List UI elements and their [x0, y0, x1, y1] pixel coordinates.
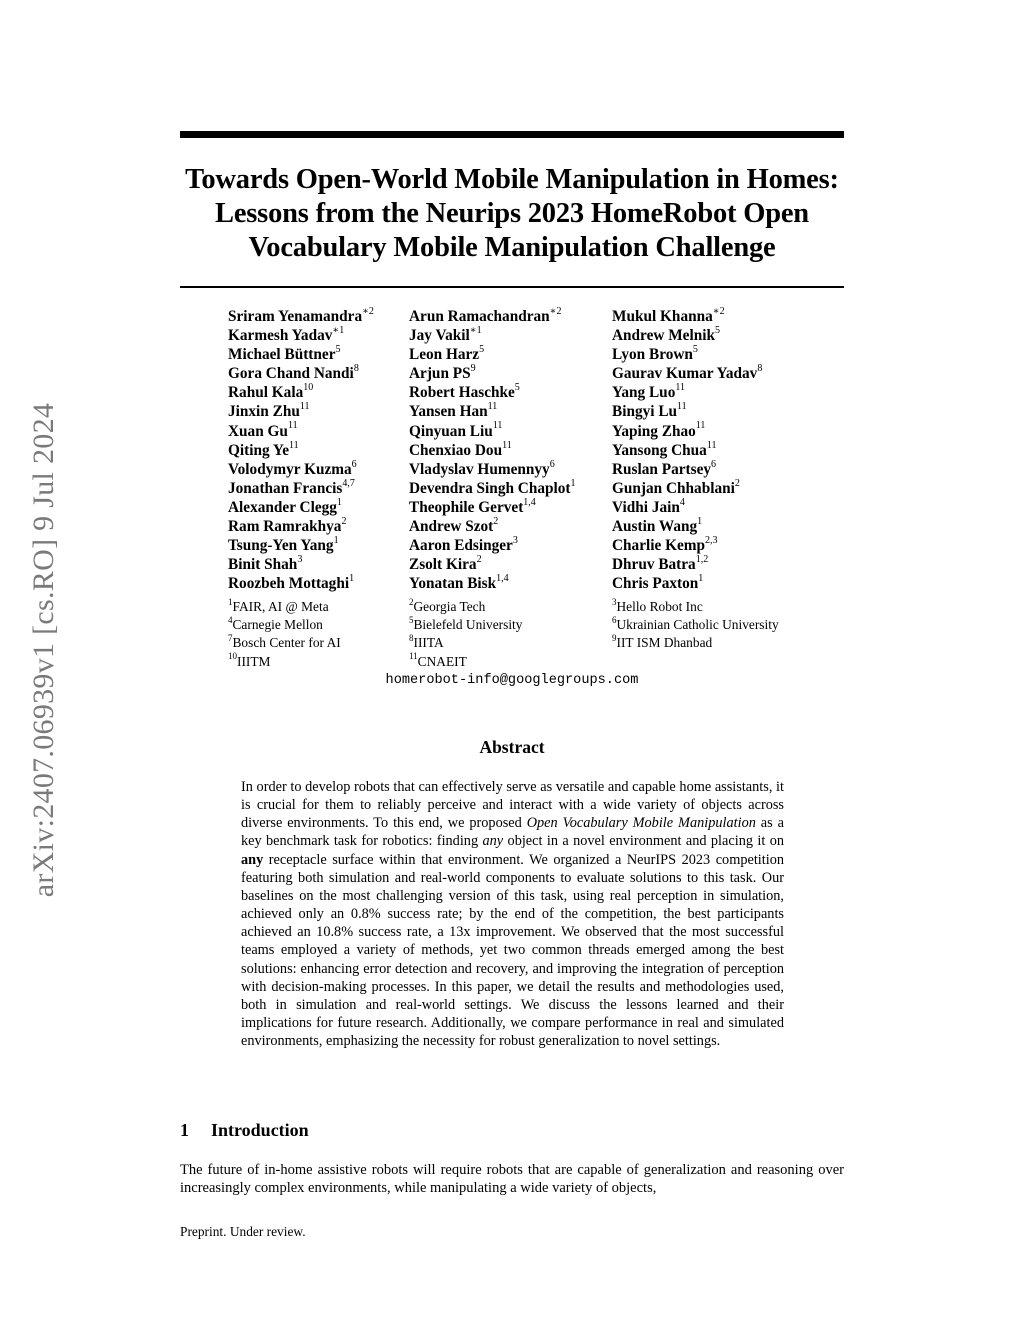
author-name: Chenxiao Dou [409, 441, 503, 459]
author-name: Jinxin Zhu [228, 403, 300, 421]
author-name: Aaron Edsinger [409, 537, 513, 555]
author-name: Qinyuan Liu [409, 422, 493, 440]
affiliation-entry [228, 634, 341, 652]
affiliation-number: 1 [228, 596, 233, 607]
affiliation-name: Bielefeld University [413, 617, 523, 633]
author-affiliation-marker: 2,3 [705, 535, 718, 547]
author-entry [612, 383, 762, 402]
author-affiliation-marker: ∗1 [469, 325, 482, 336]
author-name: Sriram Yenamandra [228, 308, 363, 325]
author-entry [409, 555, 576, 574]
author-name: Dhruv Batra [612, 556, 696, 574]
author-affiliation-marker: 9 [470, 363, 476, 375]
affiliation-entry [409, 616, 522, 634]
author-name: Mukul Khanna [612, 308, 713, 325]
author-affiliation-marker: 11 [677, 401, 687, 413]
author-name: Rahul Kala [228, 384, 304, 402]
author-name: Alexander Clegg [228, 498, 337, 516]
abstract-body [241, 778, 784, 1050]
abstract-heading: Abstract [479, 737, 545, 757]
section-heading-introduction [180, 1120, 309, 1141]
author-name: Yaping Zhao [612, 422, 696, 440]
author-entry [612, 498, 762, 517]
affiliation-number: 8 [409, 632, 414, 643]
author-name: Michael Büttner [228, 346, 336, 364]
paper-title [150, 163, 874, 265]
author-name: Vladyslav Humennyy [409, 460, 550, 478]
author-affiliation-marker: 1 [349, 573, 355, 585]
author-entry [228, 574, 374, 593]
title-line: Lessons from the Neurips 2023 HomeRobot Open [215, 198, 809, 229]
author-entry [409, 498, 576, 517]
author-name: Roozbeh Mottaghi [228, 575, 350, 593]
author-entry [228, 460, 374, 479]
author-entry [228, 498, 374, 517]
author-name: Yansen Han [409, 403, 488, 421]
author-affiliation-marker: 11 [289, 439, 299, 451]
affiliation-name: Georgia Tech [413, 599, 486, 614]
affiliation-name: IIITA [413, 635, 444, 651]
affiliation-name: Bosch Center for AI [232, 635, 341, 651]
author-affiliation-marker: ∗2 [362, 305, 374, 317]
author-affiliation-marker: 4,7 [342, 477, 355, 489]
author-name: Zsolt Kira [409, 556, 477, 574]
author-entry [409, 441, 576, 460]
author-affiliation-marker: 5 [714, 325, 720, 336]
author-entry [612, 345, 762, 364]
author-affiliation-marker: 11 [706, 439, 717, 451]
author-column-3 [612, 307, 762, 593]
affiliation-number: 4 [228, 614, 233, 625]
title-bottom-rule [180, 286, 844, 288]
footer-note: Preprint. Under review. [180, 1224, 306, 1239]
author-name: Jay Vakil [409, 327, 470, 345]
author-name: Vidhi Jain [612, 498, 680, 516]
author-entry [409, 364, 576, 383]
author-name: Binit Shah [228, 556, 298, 574]
author-entry [409, 402, 576, 421]
author-entry [409, 536, 576, 555]
author-name: Charlie Kemp [612, 537, 706, 555]
author-entry [228, 364, 374, 383]
author-name: Bingyi Lu [612, 403, 678, 421]
author-affiliation-marker: 5 [335, 344, 341, 356]
affiliation-entry [228, 653, 341, 671]
author-name: Qiting Ye [228, 441, 290, 459]
author-name: Gaurav Kumar Yadav [612, 365, 758, 383]
author-entry [612, 555, 762, 574]
author-affiliation-marker: 1,4 [496, 573, 509, 585]
affiliation-entry [612, 598, 779, 616]
affiliation-entry [409, 634, 522, 652]
author-entry [612, 364, 762, 383]
author-affiliation-marker: 1 [336, 496, 342, 508]
affiliation-number: 11 [409, 651, 418, 662]
affiliation-number: 2 [409, 596, 414, 607]
author-affiliation-marker: 8 [353, 363, 359, 375]
author-name: Gunjan Chhablani [612, 479, 735, 497]
introduction-paragraph: The future of in-home assistive robots will require robots that are capable of generalization and reasoning over increasingly complex environments, while manipulating a wide variety of objects, [180, 1162, 844, 1197]
abstract-bold: any [241, 851, 264, 868]
author-name: Andrew Szot [409, 518, 494, 536]
author-entry [612, 326, 762, 345]
affiliation-name: Carnegie Mellon [232, 617, 323, 633]
author-entry [409, 479, 576, 498]
author-affiliation-marker: ∗1 [332, 325, 345, 336]
author-affiliation-marker: ∗2 [549, 305, 562, 317]
author-entry [612, 441, 762, 460]
affiliation-column-1 [228, 598, 341, 671]
author-affiliation-marker: 1 [333, 535, 339, 547]
author-column-1 [228, 307, 374, 593]
author-entry [228, 555, 374, 574]
affiliation-number: 6 [612, 614, 617, 625]
abstract-emphasis: any [482, 833, 504, 850]
author-affiliation-marker: 5 [514, 382, 520, 394]
arxiv-identifier: arXiv:2407.06939v1 [cs.RO] 9 Jul 2024 [27, 402, 60, 898]
affiliation-number: 3 [612, 596, 617, 607]
author-name: Jonathan Francis [228, 479, 343, 497]
author-entry [228, 479, 374, 498]
author-affiliation-marker: 1 [698, 573, 704, 585]
author-affiliation-marker: 3 [297, 554, 303, 566]
title-top-rule [180, 131, 844, 138]
affiliation-number: 9 [612, 632, 617, 643]
author-name: Ruslan Partsey [612, 460, 712, 478]
author-name: Theophile Gervet [409, 498, 524, 516]
author-entry [228, 422, 374, 441]
author-entry [228, 345, 374, 364]
affiliation-entry [409, 598, 522, 616]
author-entry [612, 422, 762, 441]
author-affiliation-marker: ∗2 [712, 305, 725, 317]
author-name: Arjun PS [409, 365, 471, 383]
abstract-emphasis: Open Vocabulary Mobile Manipulation [526, 815, 756, 832]
author-entry [612, 517, 762, 536]
author-affiliation-marker: 6 [351, 458, 357, 470]
author-name: Austin Wang [612, 518, 698, 536]
author-affiliation-marker: 6 [549, 458, 555, 470]
author-entry [228, 402, 374, 421]
author-entry [228, 326, 374, 345]
affiliation-entry [612, 634, 779, 652]
affiliation-entry [409, 653, 522, 671]
affiliation-name: Hello Robot Inc [616, 599, 703, 614]
author-name: Devendra Singh Chaplot [409, 479, 571, 497]
author-affiliation-marker: 11 [287, 420, 298, 432]
contact-email[interactable]: homerobot-info@googlegroups.com [385, 673, 639, 688]
affiliation-entry [228, 598, 341, 616]
author-affiliation-marker: 11 [299, 401, 310, 413]
author-affiliation-marker: 2 [734, 477, 740, 489]
author-name: Karmesh Yadav [228, 327, 333, 345]
author-entry [228, 536, 374, 555]
abstract-text: In order to develop robots that can effectively serve as versatile and capable home assistants, it is crucial for them to reliably perceive and interact with a wide variety of objects across diverse environments. To this end, we proposed [241, 779, 784, 832]
author-entry [612, 460, 762, 479]
author-entry [612, 307, 762, 326]
affiliation-name: CNAEIT [417, 653, 467, 669]
affiliation-name: Ukrainian Catholic University [616, 617, 779, 633]
author-affiliation-marker: 1,2 [695, 554, 709, 566]
author-name: Ram Ramrakhya [228, 518, 342, 536]
author-entry [612, 536, 762, 555]
author-entry [612, 402, 762, 421]
title-line: Towards Open-World Mobile Manipulation in Homes: [185, 164, 839, 195]
author-affiliation-marker: 4 [679, 496, 685, 508]
author-affiliation-marker: 1 [697, 515, 703, 527]
abstract-text: as a key benchmark task for robotics: finding [241, 815, 784, 850]
author-name: Robert Haschke [409, 384, 515, 402]
author-affiliation-marker: 2 [476, 554, 482, 566]
author-affiliation-marker: 11 [675, 382, 685, 394]
author-affiliation-marker: 5 [692, 344, 698, 356]
author-name: Leon Harz [409, 346, 480, 364]
author-name: Lyon Brown [612, 346, 693, 364]
section-title: Introduction [211, 1120, 309, 1140]
author-entry [228, 383, 374, 402]
abstract-text: receptacle surface within that environment. We organized a NeurIPS 2023 competition featuring both simulation and real-world components to evaluate solutions to this task. Our baselines on the most challenging version of this task, using real perception in simulation, achieved only an 0.8% success rate; by the end of the competition, the best participants achieved an 10.8% success rate, a 13x improvement. We observed that the most successful teams employed a variety of methods, yet two common threads emerged among the best solutions: enhancing error detection and recovery, and improving the integration of perception with decision-making processes. In this paper, we detail the results and methodologies used, both in simulation and real-world settings. We discuss the lessons learned and their implications for future research. Additionally, we compare performance in real and simulated environments, emphasizing the necessity for robust generalization to novel settings. [241, 851, 784, 1050]
author-affiliation-marker: 3 [512, 535, 518, 547]
author-name: Yang Luo [612, 384, 676, 402]
title-line: Vocabulary Mobile Manipulation Challenge [248, 232, 776, 263]
author-affiliation-marker: 8 [757, 363, 763, 375]
author-name: Chris Paxton [612, 575, 699, 593]
affiliation-name: IIITM [237, 653, 271, 669]
section-number: 1 [180, 1120, 189, 1140]
author-entry [409, 574, 576, 593]
author-name: Yonatan Bisk [409, 575, 497, 593]
affiliation-number: 5 [409, 614, 414, 625]
author-affiliation-marker: 2 [341, 515, 347, 527]
author-entry [409, 422, 576, 441]
author-entry [228, 517, 374, 536]
affiliation-number: 10 [228, 651, 237, 662]
author-entry [612, 479, 762, 498]
author-entry [228, 307, 374, 326]
author-affiliation-marker: 11 [502, 439, 512, 451]
author-affiliation-marker: 5 [479, 344, 485, 356]
author-affiliation-marker: 2 [493, 515, 499, 527]
author-affiliation-marker: 1,4 [523, 496, 536, 508]
author-name: Andrew Melnik [612, 327, 715, 345]
author-affiliation-marker: 6 [711, 458, 717, 470]
author-entry [409, 460, 576, 479]
affiliation-column-3 [612, 598, 779, 653]
author-affiliation-marker: 11 [487, 401, 498, 413]
author-name: Volodymyr Kuzma [228, 460, 352, 478]
author-entry [409, 345, 576, 364]
affiliation-name: IIT ISM Dhanbad [616, 635, 713, 651]
author-affiliation-marker: 11 [492, 420, 503, 432]
affiliation-name: FAIR, AI @ Meta [232, 599, 329, 614]
author-column-2 [409, 307, 576, 593]
author-affiliation-marker: 1 [570, 477, 576, 489]
author-affiliation-marker: 10 [303, 382, 314, 394]
author-entry [612, 574, 762, 593]
affiliation-entry [612, 616, 779, 634]
author-entry [409, 383, 576, 402]
author-entry [228, 441, 374, 460]
abstract-text: object in a novel environment and placing it on [503, 833, 784, 850]
affiliation-entry [228, 616, 341, 634]
author-name: Gora Chand Nandi [228, 365, 354, 383]
affiliation-number: 7 [228, 632, 233, 643]
author-name: Arun Ramachandran [409, 308, 550, 325]
author-entry [409, 517, 576, 536]
author-affiliation-marker: 11 [695, 420, 706, 432]
author-entry [409, 307, 576, 326]
author-name: Tsung-Yen Yang [228, 537, 334, 555]
author-name: Yansong Chua [612, 441, 707, 459]
author-entry [409, 326, 576, 345]
affiliation-column-2 [409, 598, 522, 671]
author-name: Xuan Gu [228, 422, 288, 440]
